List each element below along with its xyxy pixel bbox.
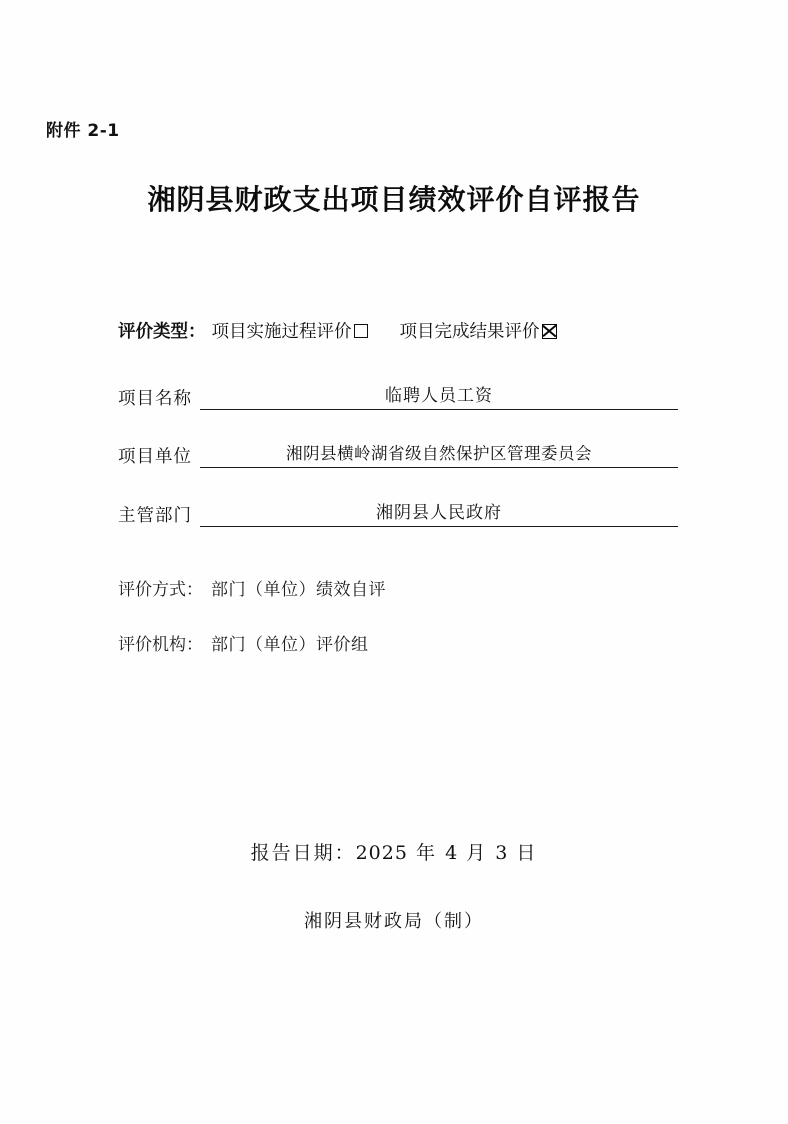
eval-type-option-process-label: 项目实施过程评价 <box>211 322 352 342</box>
field-eval-method <box>118 575 678 600</box>
field-project-unit <box>118 440 678 468</box>
eval-type-option-process[interactable] <box>212 318 368 343</box>
attachment-label: 附件 2-1 <box>46 121 120 141</box>
document-footer <box>0 838 788 933</box>
section-spacer <box>118 557 678 575</box>
eval-type-label: 评价类型： <box>118 322 206 342</box>
field-project-name-value[interactable]: 临聘人员工资 <box>200 381 678 410</box>
field-eval-method-value: 部门（单位）绩效自评 <box>211 580 386 600</box>
field-eval-org-label: 评价机构： <box>118 635 203 655</box>
report-date-month: 4 <box>445 842 459 864</box>
field-supervising-department-label: 主管部门 <box>118 506 192 526</box>
issuer-line: 湘阴县财政局（制） <box>304 911 484 932</box>
report-date-year-unit: 年 <box>416 842 438 864</box>
field-eval-org <box>118 630 678 655</box>
field-supervising-department <box>118 498 678 527</box>
report-date-month-unit: 月 <box>466 842 488 864</box>
report-date-prefix: 报告日期： <box>250 842 356 864</box>
report-date-day-unit: 日 <box>516 842 538 864</box>
report-date-year: 2025 <box>355 842 408 864</box>
eval-type-row <box>118 318 678 343</box>
field-eval-org-value: 部门（单位）评价组 <box>211 635 369 655</box>
field-project-name <box>118 381 678 410</box>
field-project-unit-label: 项目单位 <box>118 447 192 467</box>
eval-type-option-result[interactable] <box>400 318 557 343</box>
checkbox-unchecked-icon[interactable] <box>354 324 368 338</box>
page-title: 湘阴县财政支出项目绩效评价自评报告 <box>147 183 641 216</box>
field-supervising-department-value[interactable]: 湘阴县人民政府 <box>200 498 678 527</box>
eval-type-option-result-label: 项目完成结果评价 <box>399 322 540 342</box>
checkbox-checked-icon[interactable] <box>542 324 557 339</box>
field-project-name-label: 项目名称 <box>118 389 192 409</box>
form-area <box>118 318 678 685</box>
report-date-day: 3 <box>495 842 509 864</box>
field-project-unit-value[interactable]: 湘阴县横岭湖省级自然保护区管理委员会 <box>200 440 678 468</box>
field-eval-method-label: 评价方式： <box>118 580 203 600</box>
report-date <box>0 838 788 865</box>
